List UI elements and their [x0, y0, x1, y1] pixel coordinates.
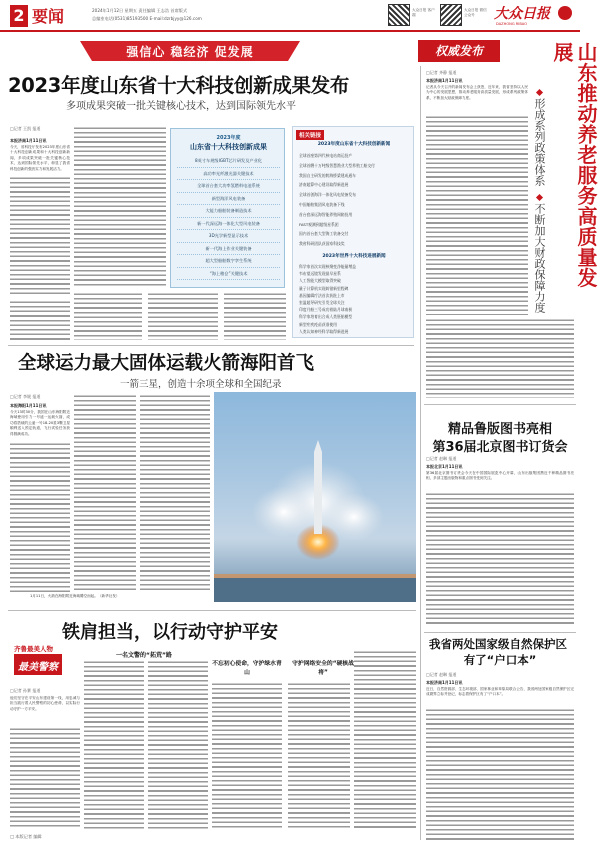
page-header: [0, 0, 580, 40]
related-list2-item: 室温超导研究引发全球关注: [299, 300, 345, 306]
infographic-item: 高功率光纤激光器关键技术: [177, 168, 280, 181]
policy-title: [550, 42, 598, 307]
police-sub-2: 不忘初心使命，守护绿水青山: [212, 661, 282, 676]
related-list1-item: 全球首艘十万吨级智慧渔业大型养殖工船交付: [299, 162, 375, 168]
masthead-pinyin: DAZHONG RIBAO: [496, 22, 528, 26]
related-links-label: [296, 130, 324, 140]
related-list1-item: 中国船舶集团风电装备下线: [299, 201, 345, 207]
diamond-icon: [535, 89, 542, 96]
rocket-body-col2: [74, 394, 136, 592]
police-body: 他们坚守在平安山东建设第一线，用忠诚与担当践行着人民警察的初心使命，以实际行动守护一方平安。: [10, 696, 80, 711]
police-sub-3: 守护网络安全的“硬核战将”: [292, 661, 354, 676]
rocket-byline: □记者 李媛 报道: [10, 394, 41, 399]
qr-label-2: 大众日报 微信公众号: [464, 8, 487, 17]
police-body-col5: [288, 682, 350, 830]
related-list2-title: 2023年世界十大科技进展新闻: [322, 254, 386, 259]
rocket-photo: [214, 392, 416, 602]
infographic-item: 大能力船舶装备制造技术: [177, 205, 280, 218]
infographic-item: 8英寸车规级IGBT芯片研发及产业化: [177, 155, 280, 168]
date-line: 2024年1月12日 星期五 责任编辑 王志浩 首席版式: [92, 8, 188, 13]
infographic-title: 山东省十大科技创新成果: [190, 143, 267, 151]
protected-body: 近日，自然资源部、生态环境部、国家林业和草原局联合公告，我省两处国家级自然保护区完成勘界立标并登记，标志着保护区有了“户口本”。: [426, 687, 574, 697]
police-body-col3: [148, 660, 208, 830]
policy-dateline: 本报济南1月11日讯: [426, 78, 463, 83]
related-list1-item: 全球首座第四代核电站商运投产: [299, 153, 353, 158]
infographic-item: 新型海洋风电装备: [177, 193, 280, 206]
related-list1-item: 首台套深远海智能养殖网箱投用: [299, 211, 353, 217]
infographic-item: 新一代深远海一体化大型风电装备: [177, 218, 280, 231]
section-name: 要闻: [32, 7, 65, 26]
policy-body: 记者从今天召开的新闻发布会上获悉，近年来，我省坚持以人民为中心的发展思想，推动养老服务高质量发展，形成系列政策体系，不断加大财政保障力度。: [426, 85, 528, 100]
police-body-col2: [84, 660, 144, 830]
policy-body-col-b: [426, 318, 574, 398]
page-number-box: [10, 5, 28, 27]
infographic: [170, 128, 285, 288]
masthead-logo: [558, 6, 572, 20]
rocket-photo-caption: 1月11日，火箭在海阳附近海域腾空而起。（新华社发）: [30, 594, 120, 598]
feature-tag-2-text: 最美警察: [18, 662, 58, 673]
related-list2-item: 人类认知神经科学取得新进展: [299, 328, 349, 334]
book-byline: □记者 赵琳 报道: [426, 456, 457, 461]
related-list1-item: FAST观测到超级星系团: [299, 221, 339, 227]
protected-dateline: 本报济南1月11日讯: [426, 680, 463, 685]
book-body-col: [426, 492, 574, 627]
lead-body-col3a: [74, 292, 142, 340]
book-body: 第36届北京图书订货会今天在中国国际展览中心开幕，山东出版集团携近千种精品图书亮相，多部主题出版物和重点图书受到关注。: [426, 471, 574, 481]
infographic-list: [177, 155, 280, 280]
lead-body-col2: [74, 126, 166, 286]
rocket-body-col3: [140, 394, 210, 592]
page-number: 2: [13, 6, 25, 25]
lead-body-col3b: [148, 292, 218, 340]
right-column-divider: [420, 66, 421, 840]
lead-byline: □记者 王凯 报道: [10, 126, 41, 131]
policy-subtitle-1-text: 形成系列政策体系: [533, 98, 546, 186]
feature-tag-1: 齐鲁最美人物: [14, 645, 53, 653]
police-body-col4: [212, 682, 282, 830]
protected-byline: □记者 赵琳 报道: [426, 672, 457, 677]
feature-tag: [10, 644, 82, 680]
contact-line: 总编室电话(0531)85193500 E-mail:dzrbjyy@126.com: [92, 16, 202, 21]
infographic-item: 新一代海上作业关键装备: [177, 243, 280, 256]
lead-dateline: 本报济南1月11日讯: [10, 138, 47, 143]
related-list2-item: 科学家首次实现核聚变净能量增益: [299, 264, 356, 269]
related-list1: [299, 151, 409, 249]
lead-body: 今天，省科技厅发布2023年度山东省十大科技创新成果和十大科技创新新闻，多项成果突破一批关键核心技术，达到国际领先水平，彰显了我省科技创新的强劲实力和发展活力。: [10, 145, 70, 171]
related-list2-item: 量子计算机实现纠错新里程碑: [299, 285, 349, 291]
policy-byline: □记者 齐静 报道: [426, 70, 457, 75]
footer-editor: □ 本版记者 编辑: [10, 834, 42, 839]
infographic-year: 2023年度: [216, 135, 241, 141]
policy-subtitle-2: [532, 195, 546, 313]
rocket-dateline: 本报海阳1月11日讯: [10, 403, 47, 408]
related-links-panel: [292, 126, 414, 338]
mid-rule: [8, 345, 414, 346]
related-list2-item: 人工智能大模型取得突破: [299, 278, 341, 284]
police-sub-1: 一名文警的“拓荒”路: [116, 652, 172, 659]
related-list2-item: 韦布望远镜发现最早星系: [299, 271, 341, 277]
related-links-label-text: 相关链接: [299, 133, 322, 139]
authority-tag: [418, 40, 500, 62]
police-body-col6: [354, 650, 416, 830]
qr-label-1: 大众日报 客户端: [412, 8, 435, 17]
lead-body-col1b: [10, 300, 70, 340]
policy-subtitle-2-text: 不断加大财政保障力度: [533, 203, 546, 313]
lead-subtitle: 多项成果突破一批关键核心技术，达到国际领先水平: [66, 101, 296, 112]
policy-title-text: 山东推动养老服务高质量发展: [550, 42, 598, 288]
infographic-item: 超大型船舶数字孪生系统: [177, 255, 280, 268]
rocket-title: 全球运力最大固体运载火箭海阳首飞: [18, 353, 315, 374]
book-title-1: 精品鲁版图书亮相: [447, 422, 552, 437]
masthead: 大众日报: [494, 6, 550, 22]
related-list2-item: 科学家培育出合成人类胚胎模型: [299, 314, 353, 320]
related-list1-item: 我省科研团队获国家科技奖: [299, 241, 345, 247]
rocket-launch-image: [214, 392, 416, 602]
theme-banner: [80, 41, 300, 61]
rocket-subtitle: 一箭三星，创造十余项全球和全国纪录: [120, 379, 282, 390]
infographic-item: 3D光学新型显示技术: [177, 230, 280, 243]
right-rule-1: [424, 404, 576, 405]
diamond-icon-2: [535, 194, 542, 201]
lead-body-col3c: [224, 292, 286, 340]
qr-code-1: [388, 4, 410, 26]
qr-code-2: [440, 4, 462, 26]
lower-rule: [8, 610, 416, 611]
related-list1-item: 全球首创海洋一体化风电装备发布: [299, 192, 356, 198]
feature-tag-2: [14, 654, 62, 675]
infographic-item: “海上粮仓”关键技术: [177, 268, 280, 281]
related-list1-item: 济南超算中心建设取得新进展: [299, 182, 349, 188]
related-list1-item: 我国自主研发的跨海桥梁建成通车: [299, 172, 356, 178]
related-list2-item: 基因编辑疗法首次获批上市: [299, 292, 345, 298]
book-title-2: 第36届北京图书订货会: [432, 440, 568, 455]
police-byline: □记者 孙赛 报道: [10, 688, 41, 693]
rocket-body: 今天13时30分，我国在山东海阳附近海域使用引力一号遥一运载火箭，成功将搭载的云遥一号18-20星3颗卫星顺利送入预定轨道，飞行试验任务获得圆满成功。: [10, 410, 70, 436]
lead-body-col1: [10, 176, 70, 296]
protected-body-col: [426, 708, 574, 840]
related-list2-item: 新型疟疾疫苗获准使用: [299, 321, 337, 327]
authority-tag-text: 权威发布: [434, 44, 483, 58]
related-list1-item: 国内首台套大型海工装备交付: [299, 231, 349, 237]
protected-title-1: 我省两处国家级自然保护区: [429, 637, 567, 651]
police-body-col1: [10, 727, 80, 827]
protected-title-2: 有了“户口本”: [463, 653, 537, 667]
book-dateline: 本报北京1月11日讯: [426, 464, 463, 469]
related-list2-item: 印度月船三号成功着陆月球南极: [299, 307, 353, 313]
related-list2: [299, 263, 409, 335]
right-rule-2: [424, 632, 576, 633]
banner-text: 强信心 稳经济 促发展: [126, 45, 254, 59]
police-title: 铁肩担当，以行动守护平安: [62, 622, 278, 643]
lead-title: 2023年度山东省十大科技创新成果发布: [8, 74, 350, 97]
related-list1-title: 2023年度山东省十大科技创新新闻: [317, 142, 391, 147]
infographic-item: 全球首台套大功率氢燃料电池系统: [177, 180, 280, 193]
rocket-body-col1: [10, 442, 70, 592]
policy-body-col: [426, 115, 528, 315]
header-rule: [0, 30, 580, 32]
policy-subtitle-1: [532, 90, 546, 200]
